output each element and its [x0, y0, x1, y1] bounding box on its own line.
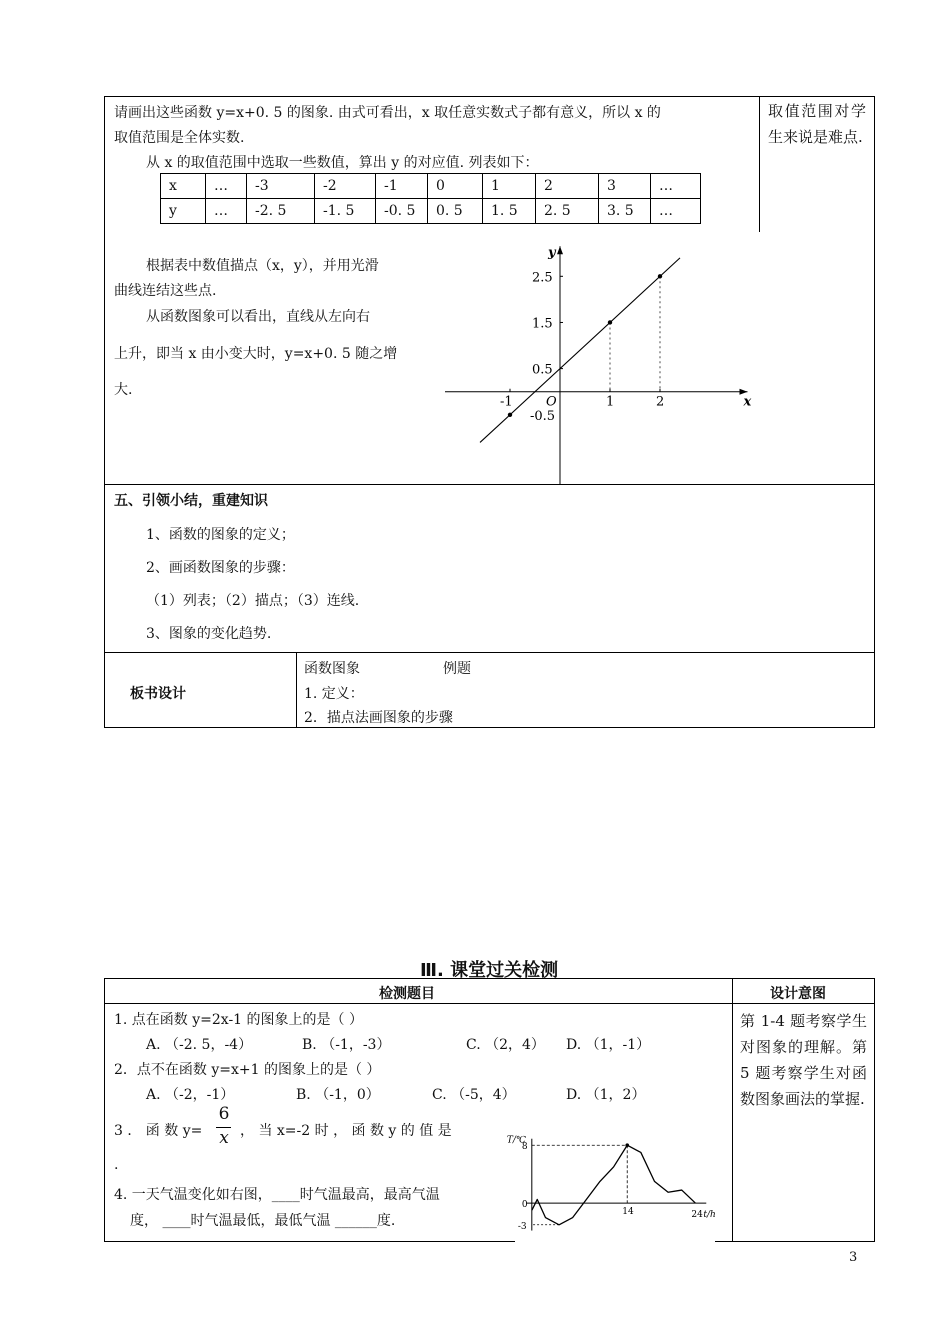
plot-desc-4: 上升，即当 x 由小变大时，y=x+0. 5 随之增	[114, 346, 398, 362]
linear-function-chart	[440, 244, 750, 484]
side-note: 取值范围对学生来说是难点.	[768, 102, 866, 146]
question-2: 2．点不在函数 y=x+1 的图象上的是（ ）	[114, 1062, 381, 1078]
quiz-header-divider	[104, 1003, 875, 1004]
top-table-left-border	[104, 96, 105, 728]
y-row	[161, 199, 701, 224]
q2-option-d: D. （1，2）	[566, 1087, 646, 1103]
quiz-left-border	[104, 978, 105, 1241]
quiz-right-border	[874, 978, 875, 1241]
table-cell: 2	[536, 174, 599, 199]
top-table-bottom-border	[104, 727, 875, 728]
table-cell: -1. 5	[315, 199, 376, 224]
origin-label: O	[546, 394, 557, 410]
x-row	[161, 174, 701, 199]
y-tick-label: 8	[521, 1142, 528, 1153]
intro-line-3: 从 x 的取值范围中选取一些数值，算出 y 的对应值. 列表如下：	[146, 155, 539, 171]
fraction-denominator: x	[219, 1128, 229, 1148]
x-tick-label: 14	[622, 1207, 634, 1218]
data-point	[508, 413, 512, 417]
question-4-line-1: 4. 一天气温变化如右图，____时气温最高，最高气温	[114, 1187, 440, 1203]
table-cell: y	[161, 199, 206, 224]
y-tick-label: 2.5	[532, 270, 553, 286]
table-cell: …	[206, 174, 247, 199]
quiz-top-border	[104, 978, 875, 979]
chart-background	[515, 1126, 715, 1244]
q1-option-d: D. （1，-1）	[566, 1037, 651, 1053]
row-divider-board	[104, 652, 875, 653]
table-cell: -2	[315, 174, 376, 199]
intro-line-2: 取值范围是全体实数.	[114, 130, 245, 146]
quiz-col1-header: 检测题目	[379, 986, 435, 1002]
table-cell: 0. 5	[428, 199, 483, 224]
summary-item-1: 1、函数的图象的定义；	[146, 527, 295, 543]
board-line-2: 1. 定义：	[304, 686, 364, 702]
top-table-right-border	[874, 96, 875, 728]
x-axis-label: t/h	[703, 1210, 716, 1221]
y-tick-label: -0.5	[530, 408, 556, 424]
table-cell: 3	[599, 174, 651, 199]
data-point	[608, 320, 612, 324]
x-axis-label: x	[743, 394, 752, 410]
q1-option-b: B. （-1，-3）	[302, 1037, 391, 1053]
plot-desc-1: 根据表中数值描点（x，y），并用光滑	[146, 258, 379, 274]
question-3-suffix: ， 当 x=-2 时 ， 函 数 y 的 值 是	[240, 1123, 452, 1139]
row-divider-summary	[104, 484, 875, 485]
x-tick-label: 1	[606, 394, 615, 410]
y-axis-label: T/℃	[506, 1135, 526, 1146]
table-cell: …	[651, 199, 701, 224]
y-tick-label: 1.5	[532, 316, 553, 332]
x-tick-label: 2	[656, 394, 665, 410]
y-tick-label: 0	[521, 1200, 528, 1211]
table-cell: 1. 5	[483, 199, 536, 224]
y-axis-label: y	[548, 245, 556, 261]
board-line-1a: 函数图象	[304, 661, 360, 677]
question-3-prefix: 3 ． 函 数 y=	[114, 1123, 203, 1139]
table-cell: x	[161, 174, 206, 199]
side-column-divider	[759, 96, 760, 232]
q2-option-c: C. （-5，4）	[432, 1087, 516, 1103]
table-cell: 2. 5	[536, 199, 599, 224]
quiz-title: Ⅲ. 课堂过关检测	[420, 960, 559, 981]
plot-desc-2: 曲线连结这些点.	[114, 283, 217, 299]
table-cell: 1	[483, 174, 536, 199]
q2-option-b: B. （-1，0）	[296, 1087, 380, 1103]
table-cell: -3	[247, 174, 315, 199]
plot-desc-5: 大.	[114, 382, 133, 398]
question-3-end: .	[114, 1157, 119, 1173]
quiz-bottom-border	[104, 1241, 875, 1242]
q1-option-a: A. （-2. 5，-4）	[146, 1037, 253, 1053]
board-label: 板书设计	[130, 686, 186, 702]
page-number: 3	[849, 1250, 858, 1265]
board-column-divider	[296, 652, 297, 728]
table-cell: -0. 5	[376, 199, 428, 224]
summary-heading: 五、引领小结，重建知识	[114, 493, 268, 509]
y-tick-label: 0.5	[532, 362, 553, 378]
x-tick-label: -1	[500, 394, 513, 410]
q1-option-c: C. （2，4）	[466, 1037, 545, 1053]
summary-item-3: （1）列表；（2）描点；（3）连线.	[146, 593, 360, 609]
y-axis-arrow	[557, 246, 563, 254]
quiz-col-divider	[732, 978, 733, 1241]
table-cell: -1	[376, 174, 428, 199]
intro-line-1: 请画出这些函数 y=x+0. 5 的图象. 由式可看出，x 取任意实数式子都有意义，所以 x 的	[114, 105, 661, 121]
summary-item-4: 3、图象的变化趋势.	[146, 626, 272, 642]
y-tick-label: -3	[517, 1221, 527, 1232]
design-intent: 第 1-4 题考察学生对图象的理解。第 5 题考察学生对函数图象画法的掌握.	[740, 1012, 867, 1108]
question-4-line-2: 度， ____时气温最低，最低气温 ______度.	[130, 1213, 396, 1229]
table-cell: 0	[428, 174, 483, 199]
table-cell: …	[651, 174, 701, 199]
plot-desc-3: 从函数图象可以看出，直线从左向右	[146, 309, 370, 325]
max-point	[625, 1143, 629, 1147]
question-1: 1. 点在函数 y=2x-1 的图象上的是（ ）	[114, 1012, 363, 1028]
temperature-chart	[506, 1126, 716, 1244]
fraction-numerator: 6	[218, 1104, 230, 1124]
q2-option-a: A. （-2，-1）	[146, 1087, 235, 1103]
data-point	[658, 274, 662, 278]
table-cell: 3. 5	[599, 199, 651, 224]
table-cell: …	[206, 199, 247, 224]
x-tick-label: 24	[691, 1210, 703, 1221]
summary-item-2: 2、画函数图象的步骤：	[146, 560, 295, 576]
value-table	[160, 173, 701, 224]
board-line-1b: 例题	[443, 661, 471, 677]
board-line-3: 2．描点法画图象的步骤	[304, 710, 453, 726]
quiz-col2-header: 设计意图	[770, 986, 826, 1002]
table-cell: -2. 5	[247, 199, 315, 224]
